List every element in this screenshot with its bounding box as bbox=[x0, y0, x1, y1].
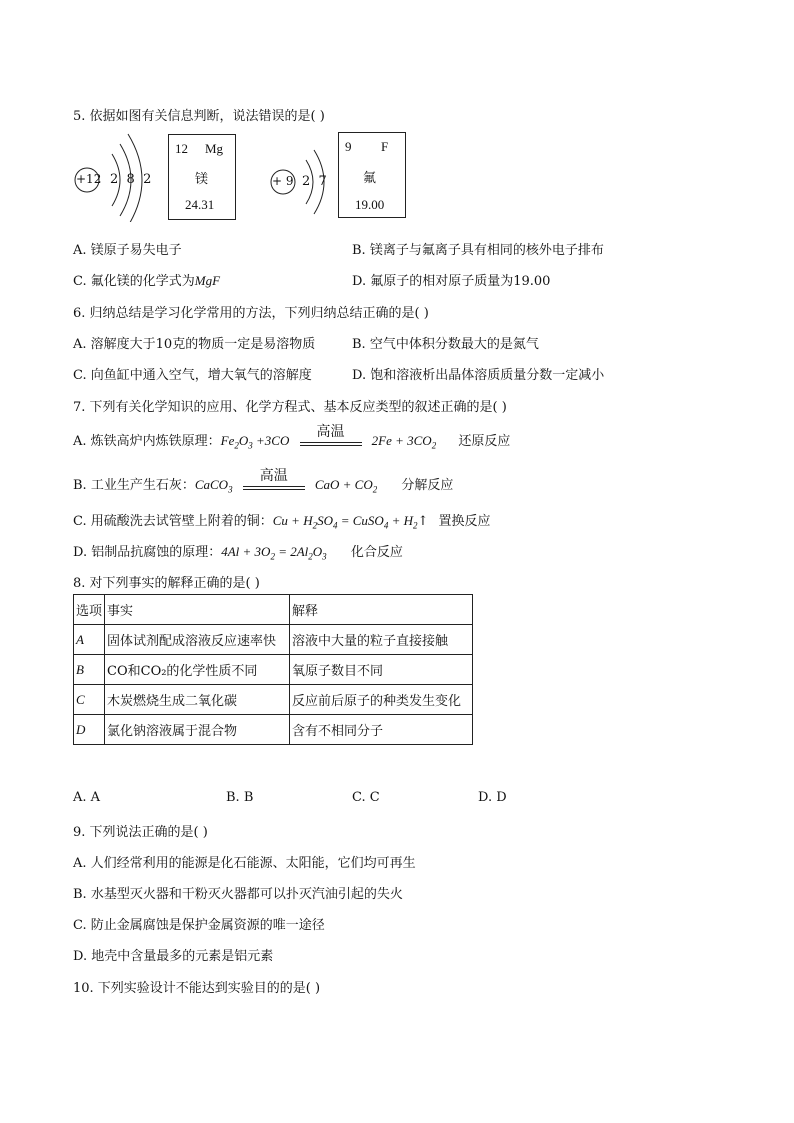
q6-option-a: A. 溶解度大于10克的物质一定是易溶物质 bbox=[73, 337, 316, 352]
f-symbol: F bbox=[381, 139, 389, 154]
f-nucleus: + 9 bbox=[272, 174, 294, 188]
q9-option-c: C. 防止金属腐蚀是保护金属资源的唯一途径 bbox=[73, 918, 325, 933]
f-number: 9 bbox=[345, 139, 352, 154]
mg-mass: 24.31 bbox=[185, 197, 215, 212]
mg-nucleus: +12 bbox=[76, 172, 102, 186]
q6-stem: 6. 归纳总结是学习化学常用的方法，下列归纳总结正确的是( ) bbox=[73, 306, 429, 321]
q9-stem: 9. 下列说法正确的是( ) bbox=[73, 825, 208, 840]
f-mass: 19.00 bbox=[355, 197, 385, 212]
q6-option-c: C. 向鱼缸中通入空气，增大氧气的溶解度 bbox=[73, 368, 312, 383]
q5-option-c: C. 氟化镁的化学式为MgF bbox=[73, 273, 221, 289]
reaction-condition-b: 高温 bbox=[243, 479, 305, 493]
mg-element-cell bbox=[168, 134, 236, 220]
q7-option-a: A. 炼铁高炉内炼铁原理：$Fe_2O_3 +3CO$ 高温 $2Fe + 3CO_2$ 还原反应 bbox=[73, 423, 511, 451]
f-shells: 2 7 bbox=[302, 174, 327, 189]
q5-stem: 5. 依据如图有关信息判断，说法错误的是( ) bbox=[73, 109, 325, 124]
q7-option-b: B. 工业生产生石灰：CaCO$_3$ 高温 CaO + $CO_2$ 分解反应 bbox=[73, 467, 454, 495]
mg-name: 镁 bbox=[195, 171, 209, 186]
q6-option-d: D. 饱和溶液析出晶体溶质质量分数一定减小 bbox=[352, 368, 605, 383]
table-row: B CO和CO₂的化学性质不同 氧原子数目不同 bbox=[74, 655, 473, 685]
table-row: C 木炭燃烧生成二氧化碳 反应前后原子的种类发生变化 bbox=[74, 685, 473, 715]
table-row: A 固体试剂配成溶液反应速率快 溶液中大量的粒子直接接触 bbox=[74, 625, 473, 655]
q8-answer-c: C. C bbox=[352, 790, 380, 805]
reaction-condition-a: 高温 bbox=[300, 435, 362, 449]
table-row: D 氯化钠溶液属于混合物 含有不相同分子 bbox=[74, 715, 473, 745]
q8-stem: 8. 对下列事实的解释正确的是( ) bbox=[73, 576, 260, 591]
f-name: 氟 bbox=[363, 170, 377, 185]
q7-option-d: D. 铝制品抗腐蚀的原理：$4Al + 3O_2 = 2Al_2O_3$ 化合反应 bbox=[73, 544, 403, 562]
q7-option-c: C. 用硫酸洗去试管壁上附着的铜：$Cu + H_2SO_4$ = CuSO$_4$ + $H_2↑$ 置换反应 bbox=[73, 513, 491, 531]
q6-option-b: B. 空气中体积分数最大的是氮气 bbox=[352, 337, 539, 352]
q8-answer-d: D. D bbox=[478, 790, 507, 805]
table-header-row: 选项 事实 解释 bbox=[74, 595, 473, 625]
q8-answer-a: A. A bbox=[73, 790, 101, 805]
mg-number: 12 bbox=[175, 141, 188, 156]
q5-option-d: D. 氟原子的相对原子质量为19.00 bbox=[352, 274, 551, 289]
q9-option-a: A. 人们经常利用的能源是化石能源、太阳能，它们均可再生 bbox=[73, 856, 416, 871]
q9-option-b: B. 水基型灭火器和干粉灭火器都可以扑灭汽油引起的失火 bbox=[73, 887, 403, 902]
q7-stem: 7. 下列有关化学知识的应用、化学方程式、基本反应类型的叙述正确的是( ) bbox=[73, 400, 507, 415]
q5-option-b: B. 镁离子与氟离子具有相同的核外电子排布 bbox=[352, 243, 604, 258]
q9-option-d: D. 地壳中含量最多的元素是铝元素 bbox=[73, 949, 274, 964]
q10-stem: 10. 下列实验设计不能达到实验目的的是( ) bbox=[73, 981, 321, 996]
mg-symbol: Mg bbox=[205, 141, 224, 156]
q5-diagram bbox=[70, 132, 430, 222]
q8-answer-b: B. B bbox=[226, 790, 254, 805]
q5-option-a: A. 镁原子易失电子 bbox=[73, 243, 182, 258]
mg-shells: 2 8 2 bbox=[110, 172, 152, 187]
q8-table bbox=[73, 594, 473, 745]
f-element-cell bbox=[338, 132, 406, 218]
